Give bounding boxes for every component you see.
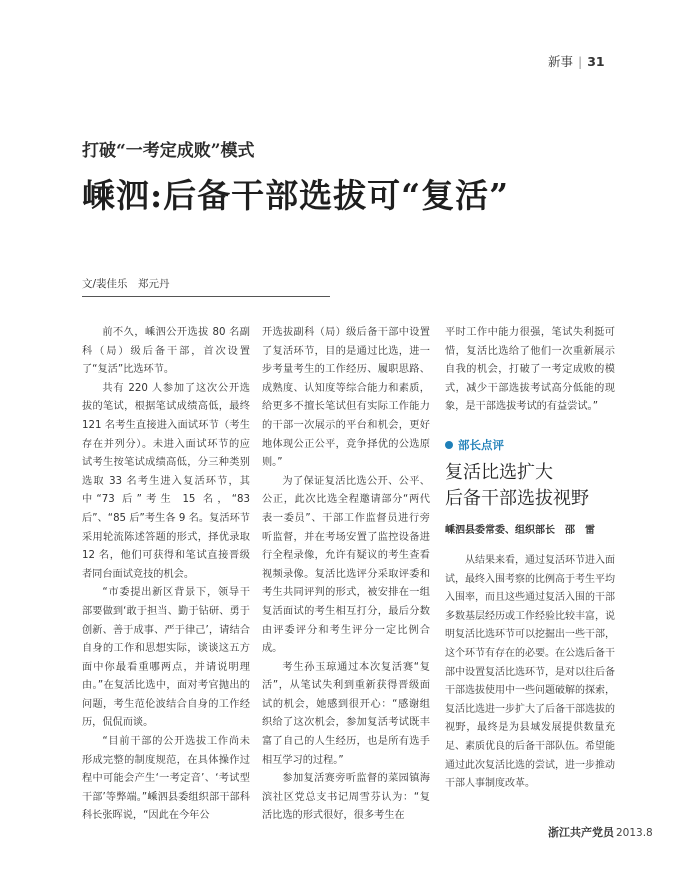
commentary-body bbox=[445, 552, 615, 794]
commentary-author: 嵊泗县委常委、组织部长 邵 雷 bbox=[445, 525, 595, 536]
issue-number: 2013.8 bbox=[616, 827, 653, 839]
section-name: 新事 bbox=[548, 54, 574, 69]
commentary-title-line: 复活比选扩大 bbox=[445, 462, 553, 483]
paragraph: 考生孙玉琼通过本次复活赛“复活”，从笔试失利到重新获得晋级面试的机会，她感到很开心：“感谢组织给了这次机会，参加复活考试既丰富了自己的人生经历，也是所有选手相互学习的过程。” bbox=[262, 661, 430, 766]
paragraph: 从结果来看，通过复活环节进入面试，最终入围考察的比例高于考生平均入围率，而且这些通过复活入围的干部多数基层经历或工作经验比较丰富，说明复活比选环节可以挖掘出一些干部，这个环节有存在的必要。在公选后备干部中设置复活比选环节，是对以往后备干部选拔使用中一些问题破解的探索，复活比选进一步扩大了后备干部选拔的视野，最终是为县域发展提供数量充足、素质优良的后备干部队伍。希望能通过此次复活比选的尝试，进一步推动干部人事制度改革。 bbox=[445, 555, 615, 790]
paragraph: 参加复活赛旁听监督的菜园镇海滨社区党总支书记周雪芬认为：“复活比选的形式很好，很多考生在 bbox=[262, 773, 430, 822]
paragraph: 平时工作中能力很强，笔试失利挺可惜，复活比选给了他们一次重新展示自我的机会，打破了一考定成败的模式，减少干部选拔考试高分低能的现象，是干部选拔考试的有益尝试。” bbox=[445, 327, 615, 413]
header-separator: | bbox=[578, 54, 583, 69]
commentary-title-line: 后备干部选拔视野 bbox=[445, 488, 589, 509]
article-column-2 bbox=[262, 324, 430, 826]
paragraph: “市委提出新区背景下，领导干部要做到‘敢于担当、勤于钻研、勇于创新、善于成事、严于律己’，请结合自身的工作和思想实际，谈谈这五方面中你最看重哪两点，并请说明理由。”在复活比选中，面对考官抛出的问题，考生范伦波结合自身的工作经历，侃侃而谈。 bbox=[82, 587, 250, 729]
commentary-label-text: 部长点评 bbox=[458, 438, 504, 452]
paragraph: “目前干部的公开选拔工作尚未形成完整的制度规范，在具体操作过程中可能会产生‘一考定音’、‘考试型干部’等弊端。”嵊泗县委组织部干部科科长张晖说，“因此在今年公 bbox=[82, 736, 250, 822]
byline-divider bbox=[82, 296, 330, 297]
page-header bbox=[548, 52, 605, 70]
article-kicker: 打破“一考定成败”模式 bbox=[82, 141, 255, 161]
paragraph: 前不久，嵊泗公开选拔 80 名副科（局）级后备干部，首次设置了“复活”比选环节。 bbox=[82, 327, 250, 376]
paragraph: 共有 220 人参加了这次公开选拔的笔试，根据笔试成绩高低，最终 121 名考生直接进入面试环节（考生存在并列分）。未进入面试环节的应试考生按笔试成绩高低，分三种类别选取 33 名考生进入复活环节，其中“73 后”考生 15 名，“83 后”、“85 后”考生各 9 名。复活环节采用轮流陈述答题的形式，择优录取 12 名，他们可获得和笔试直接晋级者同台面试竞技的机会。 bbox=[82, 382, 250, 580]
page-footer bbox=[548, 824, 653, 840]
article-byline: 文/裴佳乐 郑元丹 bbox=[82, 278, 170, 290]
paragraph: 为了保证复活比选公开、公平、公正，此次比选全程邀请部分“两代表一委员”、干部工作监督员进行旁听监督，并在考场安置了监控设备进行全程录像，允许有疑议的考生查看视频录像。复活比选评分采取评委和考生共同评判的形式，被安排在一组复活面试的考生相互打分，最后分数由评委评分和考生评分一定比例合成。 bbox=[262, 475, 430, 655]
article-title: 嵊泗:后备干部选拔可“复活” bbox=[82, 176, 510, 215]
commentary-title bbox=[445, 460, 589, 512]
page-number: 31 bbox=[587, 54, 605, 69]
commentary-label bbox=[445, 437, 504, 453]
bullet-dot-icon bbox=[445, 441, 453, 449]
article-column-1 bbox=[82, 324, 250, 826]
paragraph: 开选拔副科（局）级后备干部中设置了复活环节，目的是通过比选，进一步考量考生的工作经历、履职思路、成熟度、认知度等综合能力和素质，给更多不擅长笔试但有实际工作能力的干部一次展示的平台和机会，更好地体现公正公平，竞争择优的公选原则。” bbox=[262, 327, 430, 469]
magazine-logo: 浙江共产党员 bbox=[548, 826, 614, 839]
article-column-3 bbox=[445, 324, 615, 417]
